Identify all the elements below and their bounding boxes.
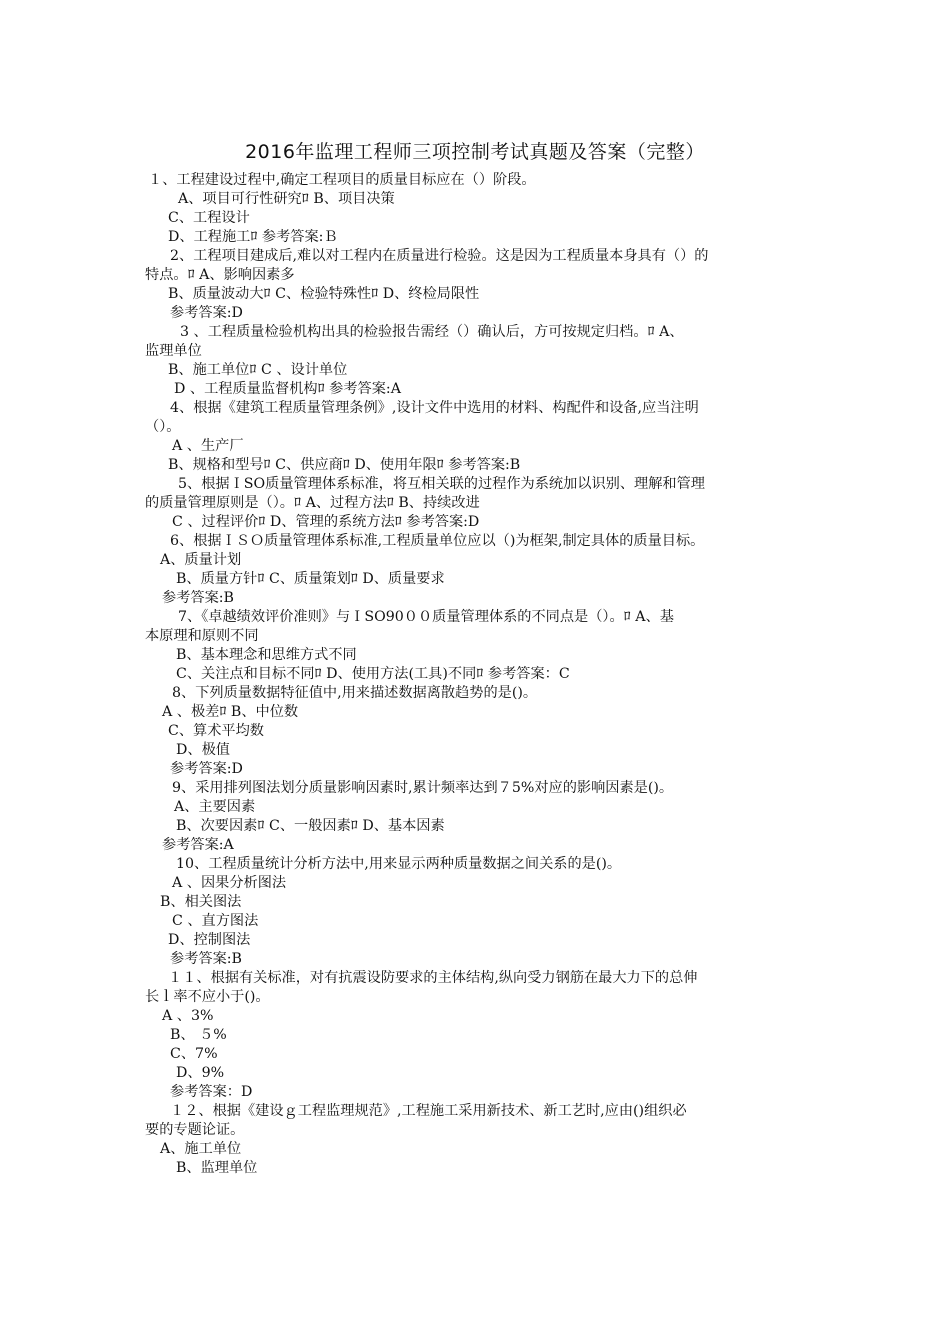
text-line: C 、直方图法 (172, 913, 259, 929)
text-line: 的质量管理原则是（）。ﾛ A、过程方法ﾛ B、持续改进 (145, 495, 480, 511)
text-line: 8、下列质量数据特征值中,用来描述数据离散趋势的是()。 (172, 685, 538, 701)
text-line: １、工程建设过程中,确定工程项目的质量目标应在（）阶段。 (148, 172, 536, 188)
text-line: 3 、工程质量检验机构出具的检验报告需经（）确认后，方可按规定归档。ﾛ A、 (180, 324, 684, 340)
text-line: C、工程设计 (168, 210, 250, 226)
text-line: 4、根据《建筑工程质量管理条例》,设计文件中选用的材料、构配件和设备,应当注明 (170, 400, 699, 416)
text-line: 长ｌ率不应小于()。 (145, 989, 270, 1005)
text-line: C、算术平均数 (168, 723, 264, 739)
text-line: 要的专题论证。 (145, 1122, 245, 1138)
text-line: 参考答案:B (170, 951, 242, 967)
text-line: A 、极差ﾛ B、中位数 (162, 704, 299, 720)
text-line: C 、过程评价ﾛ D、管理的系统方法ﾛ 参考答案:D (172, 514, 480, 530)
text-line: １１、根据有关标准，对有抗震设防要求的主体结构,纵向受力钢筋在最大力下的总伸 (168, 970, 698, 986)
text-line: 参考答案：D (170, 1084, 253, 1100)
text-line: 10、工程质量统计分析方法中,用来显示两种质量数据之间关系的是()。 (176, 856, 622, 872)
text-line: 参考答案:D (170, 761, 243, 777)
text-line: D 、工程质量监督机构ﾛ 参考答案:A (174, 381, 401, 397)
text-line: B、施工单位ﾛ C 、设计单位 (168, 362, 348, 378)
text-line: 7、《卓越绩效评价准则》与ＩSO90００质量管理体系的不同点是（）。ﾛ A、基 (178, 609, 674, 625)
text-line: B、质量波动大ﾛ C、检验特殊性ﾛ D、终检局限性 (168, 286, 480, 302)
text-line: A 、3% (162, 1008, 214, 1024)
text-line: 参考答案:D (170, 305, 243, 321)
text-line: D、控制图法 (168, 932, 251, 948)
text-line: D、极值 (176, 742, 230, 758)
text-line: B、质量方针ﾛ C、质量策划ﾛ D、质量要求 (176, 571, 445, 587)
text-line: A、项目可行性研究ﾛ B、项目决策 (178, 191, 395, 207)
text-line: 2、工程项目建成后,难以对工程内在质量进行检验。这是因为工程质量本身具有（）的 (170, 248, 709, 264)
text-line: １２、根据《建设ｇ工程监理规范》,工程施工采用新技术、新工艺时,应由()组织必 (170, 1103, 687, 1119)
document-body (0, 171, 950, 1178)
text-line: 9、采用排列图法划分质量影响因素时,累计频率达到７5%对应的影响因素是()。 (172, 780, 674, 796)
text-line: B、监理单位 (176, 1160, 258, 1176)
text-line: B、基本理念和思维方式不同 (176, 647, 357, 663)
text-line: D、工程施工ﾛ 参考答案:Ｂ (168, 229, 338, 245)
text-line: B、 ５% (170, 1027, 227, 1043)
text-line: 5、根据ＩSO质量管理体系标准，将互相关联的过程作为系统加以识别、理解和管理 (178, 476, 705, 492)
text-line: 参考答案:A (162, 837, 234, 853)
text-line: 特点。ﾛ A、影响因素多 (145, 267, 295, 283)
text-line: C、7% (170, 1046, 218, 1062)
text-line: C、关注点和目标不同ﾛ D、使用方法(工具)不同ﾛ 参考答案：C (176, 666, 570, 682)
text-line: A、施工单位 (160, 1141, 242, 1157)
text-line: A 、生产厂 (172, 438, 244, 454)
text-line: 参考答案:B (162, 590, 234, 606)
text-line: A、质量计划 (160, 552, 242, 568)
text-line: B、相关图法 (160, 894, 242, 910)
page-title: 2016年监理工程师三项控制考试真题及答案（完整） (245, 141, 705, 163)
text-line: 监理单位 (145, 343, 202, 359)
text-line: A、主要因素 (174, 799, 256, 815)
text-line: B、次要因素ﾛ C、一般因素ﾛ D、基本因素 (176, 818, 445, 834)
text-line: 6、根据ＩＳＯ质量管理体系标准,工程质量单位应以（)为框架,制定具体的质量目标。 (170, 533, 705, 549)
text-line: （）。 (145, 419, 181, 435)
text-line: A 、因果分析图法 (172, 875, 287, 891)
text-line: D、9% (176, 1065, 225, 1081)
text-line: B、规格和型号ﾛ C、供应商ﾛ D、使用年限ﾛ 参考答案:B (168, 457, 521, 473)
text-line: 本原理和原则不同 (145, 628, 259, 644)
